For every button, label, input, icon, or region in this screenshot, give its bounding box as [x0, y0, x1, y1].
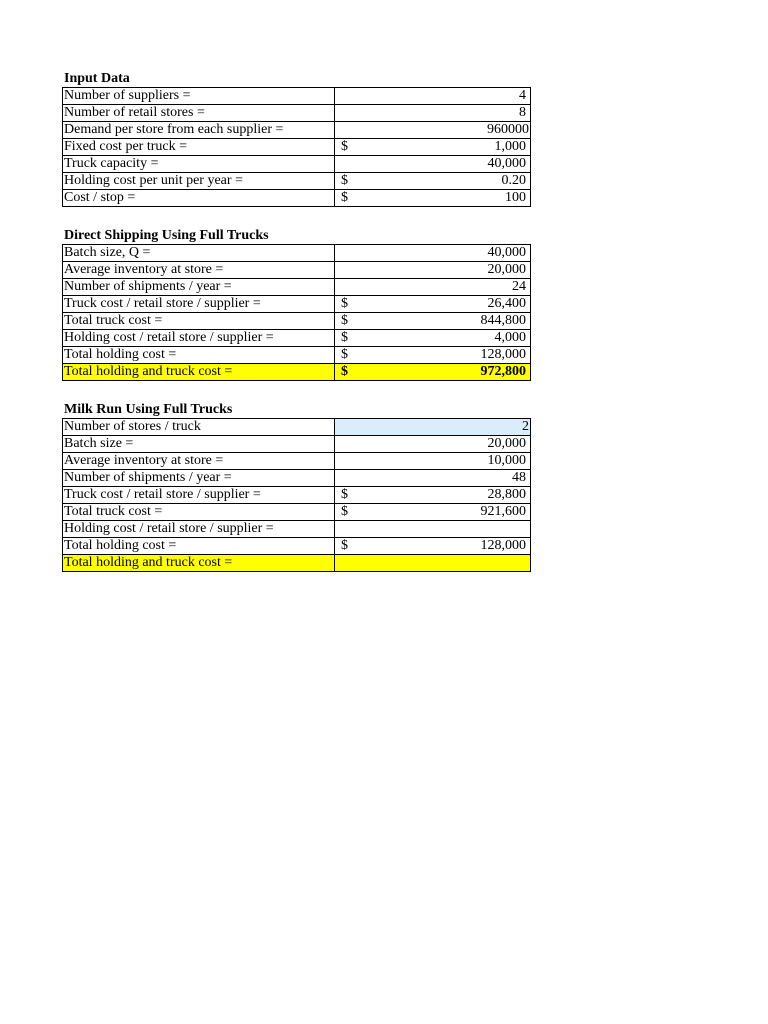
- table-row: [63, 313, 531, 330]
- table-row: [63, 139, 531, 156]
- row-value: 48: [512, 470, 526, 485]
- row-value: 2: [522, 419, 529, 434]
- milk-run-table: [62, 418, 531, 572]
- row-value-cell[interactable]: [335, 521, 531, 538]
- currency-symbol: $: [341, 538, 348, 553]
- row-label[interactable]: Number of suppliers =: [63, 88, 335, 105]
- row-value: 972,800: [480, 364, 526, 379]
- table-row: [63, 156, 531, 173]
- row-value: 20,000: [487, 262, 526, 277]
- row-value-cell[interactable]: [335, 330, 531, 347]
- direct-shipping-table: [62, 244, 531, 381]
- table-row: [63, 88, 531, 105]
- row-value-cell[interactable]: [335, 347, 531, 364]
- row-value: 844,800: [480, 313, 526, 328]
- row-value-cell[interactable]: [335, 538, 531, 555]
- row-value: 960000: [487, 122, 529, 137]
- row-value-cell[interactable]: [335, 88, 531, 105]
- row-label[interactable]: Number of stores / truck: [63, 419, 335, 436]
- row-value: 128,000: [480, 347, 526, 362]
- total-row: [63, 555, 531, 572]
- table-row: [63, 436, 531, 453]
- row-value: 128,000: [480, 538, 526, 553]
- table-row: [63, 245, 531, 262]
- currency-symbol: $: [341, 313, 348, 328]
- row-label[interactable]: Truck cost / retail store / supplier =: [63, 296, 335, 313]
- row-value: 26,400: [487, 296, 526, 311]
- table-row: [63, 279, 531, 296]
- row-value: 921,600: [480, 504, 526, 519]
- table-row: [63, 453, 531, 470]
- table-row: [63, 521, 531, 538]
- table-row: [63, 122, 531, 139]
- row-value-cell[interactable]: [335, 105, 531, 122]
- row-label[interactable]: Average inventory at store =: [63, 453, 335, 470]
- row-label[interactable]: Total truck cost =: [63, 313, 335, 330]
- row-value-cell[interactable]: [335, 156, 531, 173]
- row-value-cell[interactable]: [335, 262, 531, 279]
- row-value-cell[interactable]: [335, 504, 531, 521]
- row-value: 4,000: [494, 330, 526, 345]
- row-value: 10,000: [487, 453, 526, 468]
- row-label[interactable]: Number of shipments / year =: [63, 279, 335, 296]
- row-value-cell[interactable]: [335, 173, 531, 190]
- table-row: [63, 330, 531, 347]
- row-value: 8: [519, 105, 526, 120]
- row-value-cell[interactable]: [335, 296, 531, 313]
- row-label[interactable]: Fixed cost per truck =: [63, 139, 335, 156]
- row-value-cell[interactable]: [335, 453, 531, 470]
- row-label[interactable]: Total holding and truck cost =: [63, 364, 335, 381]
- section-title-input-data: Input Data: [64, 71, 130, 86]
- row-value-cell[interactable]: [335, 487, 531, 504]
- row-value: 24: [512, 279, 526, 294]
- row-label[interactable]: Number of shipments / year =: [63, 470, 335, 487]
- row-label[interactable]: Holding cost / retail store / supplier =: [63, 521, 335, 538]
- row-value: 0.20: [501, 173, 526, 188]
- row-label[interactable]: Total holding and truck cost =: [63, 555, 335, 572]
- currency-symbol: $: [341, 139, 348, 154]
- currency-symbol: $: [341, 296, 348, 311]
- section-title-milk-run: Milk Run Using Full Trucks: [64, 402, 233, 417]
- row-value: 1,000: [494, 139, 526, 154]
- table-row: [63, 347, 531, 364]
- currency-symbol: $: [341, 364, 348, 379]
- row-value: 40,000: [487, 245, 526, 260]
- table-row: [63, 470, 531, 487]
- table-row: [63, 190, 531, 207]
- currency-symbol: $: [341, 173, 348, 188]
- table-row: [63, 173, 531, 190]
- row-value-cell[interactable]: [335, 279, 531, 296]
- currency-symbol: $: [341, 190, 348, 205]
- row-value-cell[interactable]: [335, 245, 531, 262]
- row-value-cell[interactable]: [335, 364, 531, 381]
- table-row: [63, 262, 531, 279]
- currency-symbol: $: [341, 504, 348, 519]
- section-title-direct-shipping: Direct Shipping Using Full Trucks: [64, 228, 269, 243]
- currency-symbol: $: [341, 330, 348, 345]
- row-value-cell[interactable]: [335, 190, 531, 207]
- row-label[interactable]: Truck capacity =: [63, 156, 335, 173]
- row-value-cell[interactable]: [335, 122, 531, 139]
- row-value-cell[interactable]: [335, 313, 531, 330]
- currency-symbol: $: [341, 487, 348, 502]
- table-row: [63, 504, 531, 521]
- table-row: [63, 296, 531, 313]
- row-value: 40,000: [487, 156, 526, 171]
- row-label[interactable]: Batch size =: [63, 436, 335, 453]
- row-label[interactable]: Cost / stop =: [63, 190, 335, 207]
- table-row: [63, 538, 531, 555]
- table-row: [63, 419, 531, 436]
- currency-symbol: $: [341, 347, 348, 362]
- total-row: [63, 364, 531, 381]
- row-label[interactable]: Average inventory at store =: [63, 262, 335, 279]
- row-label[interactable]: Total holding cost =: [63, 538, 335, 555]
- row-label[interactable]: Holding cost per unit per year =: [63, 173, 335, 190]
- input-data-table: [62, 87, 531, 207]
- row-label[interactable]: Demand per store from each supplier =: [63, 122, 335, 139]
- row-value-cell[interactable]: [335, 139, 531, 156]
- row-label[interactable]: Total truck cost =: [63, 504, 335, 521]
- row-value-cell[interactable]: [335, 470, 531, 487]
- row-value: 20,000: [487, 436, 526, 451]
- row-label[interactable]: Holding cost / retail store / supplier =: [63, 330, 335, 347]
- row-label[interactable]: Total holding cost =: [63, 347, 335, 364]
- row-value-cell[interactable]: [335, 436, 531, 453]
- row-label[interactable]: Truck cost / retail store / supplier =: [63, 487, 335, 504]
- row-value: 100: [505, 190, 526, 205]
- row-label[interactable]: Number of retail stores =: [63, 105, 335, 122]
- table-row: [63, 487, 531, 504]
- row-value: 4: [519, 88, 526, 103]
- row-value-cell[interactable]: [335, 555, 531, 572]
- row-value-cell[interactable]: [335, 419, 531, 436]
- row-value: 28,800: [487, 487, 526, 502]
- table-row: [63, 105, 531, 122]
- row-label[interactable]: Batch size, Q =: [63, 245, 335, 262]
